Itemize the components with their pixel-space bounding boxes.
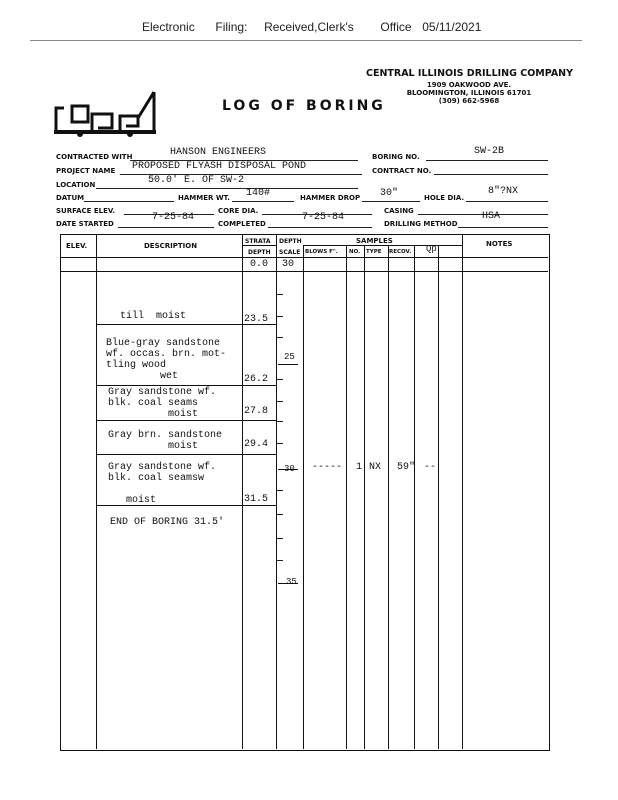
stratum-description: Gray brn. sandstone moist bbox=[108, 430, 223, 452]
sample-qp: -- bbox=[424, 462, 437, 473]
hammer-wt-underline bbox=[232, 201, 294, 202]
end-of-boring-note: END OF BORING 31.5' bbox=[110, 517, 225, 528]
scale-tick bbox=[277, 538, 283, 539]
surface-elev-label: SURFACE ELEV. bbox=[56, 207, 116, 215]
header-strata-depth: DEPTH bbox=[248, 249, 271, 256]
hammer-drop-underline bbox=[362, 201, 420, 202]
hammer-drop-value: 30" bbox=[380, 188, 399, 199]
core-dia-label: CORE DIA. bbox=[218, 207, 259, 215]
stratum-boundary bbox=[96, 385, 276, 386]
col-recov-line bbox=[414, 245, 415, 749]
stratum-boundary bbox=[96, 324, 276, 325]
scale-tick bbox=[277, 379, 283, 380]
top-row-bottom-line bbox=[60, 271, 548, 272]
header-notes: NOTES bbox=[486, 240, 513, 248]
col-blows-line bbox=[346, 245, 347, 749]
company-name: CENTRAL ILLINOIS DRILLING COMPANY bbox=[366, 68, 574, 79]
drilling-method-underline bbox=[458, 227, 548, 228]
scale-tick bbox=[277, 316, 283, 317]
scale-tick bbox=[277, 337, 283, 338]
col-elev-line bbox=[96, 234, 97, 749]
location-underline bbox=[96, 188, 358, 189]
stratum-boundary bbox=[96, 420, 276, 421]
filing-stamp bbox=[142, 20, 481, 34]
hole-dia-value: 8"?NX bbox=[488, 186, 519, 197]
sample-blows: ----- bbox=[312, 462, 343, 473]
col-type-line bbox=[388, 245, 389, 749]
scale-label-35: 35 bbox=[286, 577, 297, 587]
date-started-label: DATE STARTED bbox=[56, 220, 114, 228]
samples-header-line bbox=[303, 245, 462, 246]
boring-no-underline bbox=[426, 160, 548, 161]
stratum-depth: 31.5 bbox=[244, 494, 269, 505]
col-notes-line bbox=[462, 234, 463, 749]
hammer-wt-label: HAMMER WT. bbox=[178, 194, 230, 202]
company-address2: BLOOMINGTON, ILLINOIS 61701 bbox=[406, 89, 532, 97]
stamp-rule bbox=[30, 40, 582, 41]
contracted-with-label: CONTRACTED WITH bbox=[56, 153, 133, 161]
boring-no-value: SW-2B bbox=[474, 146, 505, 157]
stamp-received: Received,Clerk's bbox=[264, 20, 354, 34]
stratum-description: Gray sandstone wf. blk. coal seamsw moist bbox=[108, 462, 217, 506]
header-type: TYPE bbox=[366, 249, 382, 255]
completed-value: 7-25-84 bbox=[302, 212, 345, 223]
header-samples: SAMPLES bbox=[356, 237, 393, 245]
location-value: 50.0' E. OF SW-2 bbox=[148, 175, 245, 186]
header-strata: STRATA bbox=[245, 238, 271, 245]
date-started-value: 7-25-84 bbox=[152, 212, 195, 223]
project-name-value: PROPOSED FLYASH DISPOSAL POND bbox=[132, 161, 307, 172]
company-block bbox=[366, 68, 572, 105]
completed-underline bbox=[268, 227, 372, 228]
drilling-truck-logo-icon bbox=[50, 78, 162, 140]
stratum-description: Gray sandstone wf. blk. coal seams moist bbox=[108, 387, 217, 420]
sample-recov: 59" bbox=[397, 462, 416, 473]
header-depth: DEPTH bbox=[279, 238, 302, 245]
stamp-date: 05/11/2021 bbox=[422, 20, 482, 34]
scale-tick bbox=[277, 490, 283, 491]
sample-no: 1 bbox=[356, 462, 363, 473]
scale-tick bbox=[277, 421, 283, 422]
sample-type: NX bbox=[369, 462, 382, 473]
scale-tick bbox=[277, 560, 283, 561]
page-title: LOG OF BORING bbox=[222, 98, 386, 114]
drilling-method-label: DRILLING METHOD bbox=[384, 220, 458, 228]
header-recov: RECOV. bbox=[389, 249, 412, 255]
scale-tick bbox=[277, 294, 283, 295]
scale-mark-30 bbox=[278, 469, 298, 470]
stamp-electronic: Electronic bbox=[142, 20, 195, 34]
top-strata-depth: 0.0 bbox=[250, 259, 269, 270]
contracted-with-value: HANSON ENGINEERS bbox=[170, 147, 267, 158]
contract-no-label: CONTRACT NO. bbox=[372, 167, 432, 175]
casing-label: CASING bbox=[384, 207, 414, 215]
scale-tick bbox=[277, 514, 283, 515]
stamp-office: Office bbox=[380, 20, 412, 34]
stratum-depth: 26.2 bbox=[244, 374, 269, 385]
col-qp-line bbox=[438, 245, 439, 749]
company-phone: (309) 662-5968 bbox=[438, 97, 500, 105]
col-desc-line bbox=[242, 234, 243, 749]
top-scale: 30 bbox=[282, 259, 295, 270]
strata-header-line bbox=[242, 245, 276, 246]
scale-mark-25 bbox=[278, 364, 298, 365]
stratum-depth: 29.4 bbox=[244, 439, 269, 450]
location-label: LOCATION bbox=[56, 181, 96, 189]
scale-tick bbox=[277, 401, 283, 402]
drilling-method-value: HSA bbox=[482, 211, 501, 222]
col-scale-line bbox=[303, 245, 304, 749]
scale-tick bbox=[277, 443, 283, 444]
date-started-underline bbox=[118, 227, 214, 228]
scale-label-30: 30 bbox=[284, 464, 295, 474]
contract-no-underline bbox=[434, 174, 548, 175]
scale-label-25: 25 bbox=[284, 352, 295, 362]
hammer-wt-value: 140# bbox=[246, 188, 271, 199]
hammer-drop-label: HAMMER DROP bbox=[300, 194, 361, 202]
hole-dia-underline bbox=[466, 201, 548, 202]
stratum-depth: 27.8 bbox=[244, 406, 269, 417]
header-blows: BLOWS F". bbox=[305, 249, 338, 255]
boring-no-label: BORING NO. bbox=[372, 153, 420, 161]
stratum-boundary bbox=[96, 505, 276, 506]
header-no: NO. bbox=[349, 249, 361, 255]
datum-label: DATUM bbox=[56, 194, 85, 202]
header-scale: SCALE bbox=[279, 249, 301, 256]
header-qp: Qp bbox=[426, 244, 437, 254]
stamp-filing: Filing: bbox=[215, 20, 248, 34]
stratum-depth: 23.5 bbox=[244, 314, 269, 325]
header-bottom-line bbox=[60, 257, 548, 258]
stratum-boundary bbox=[96, 454, 276, 455]
col-strata-line bbox=[276, 234, 277, 749]
scale-mark-35 bbox=[278, 583, 298, 584]
col-no-line bbox=[364, 245, 365, 749]
stratum-description: till moist bbox=[120, 311, 187, 322]
stratum-description: Blue-gray sandstone wf. occas. brn. mot- tling wood wet bbox=[106, 338, 227, 382]
datum-underline bbox=[84, 201, 174, 202]
header-description: DESCRIPTION bbox=[144, 242, 198, 250]
completed-label: COMPLETED bbox=[218, 220, 266, 228]
company-address1: 1909 OAKWOOD AVE. bbox=[426, 81, 512, 89]
hole-dia-label: HOLE DIA. bbox=[424, 194, 465, 202]
project-name-label: PROJECT NAME bbox=[56, 167, 116, 175]
header-elev: ELEV. bbox=[66, 242, 88, 250]
